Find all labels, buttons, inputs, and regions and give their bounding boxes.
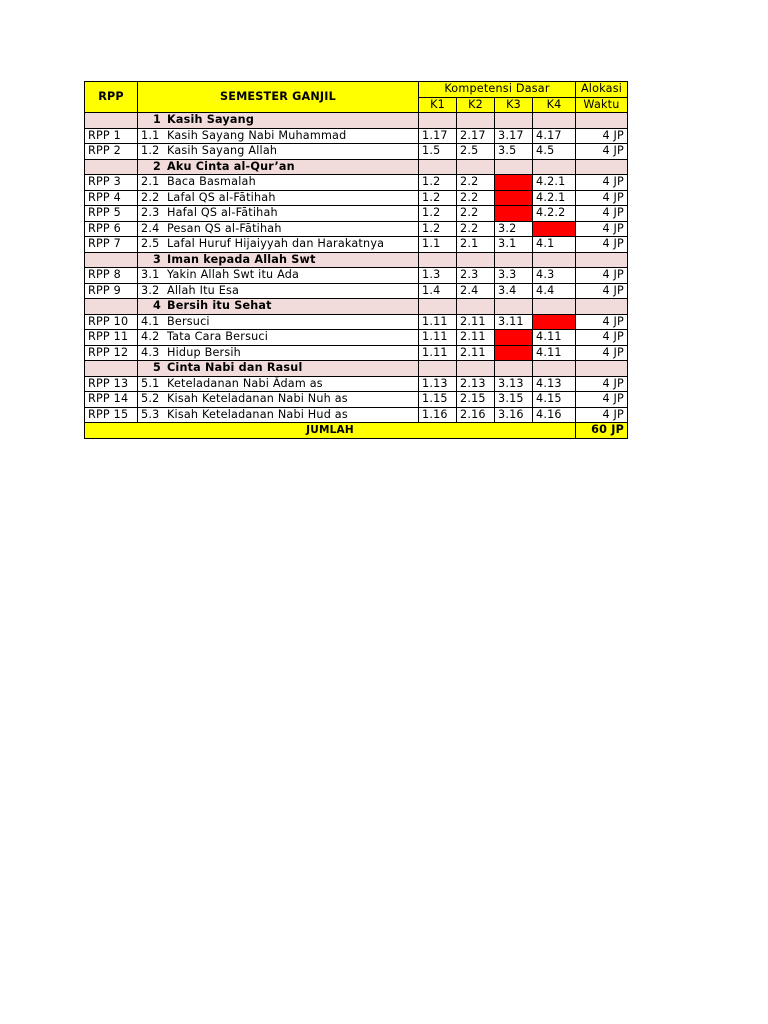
waktu-header: Waktu — [576, 97, 628, 113]
topic-number: 5.2 — [141, 392, 160, 406]
section-empty-cell — [419, 252, 457, 268]
jp-cell: 4 JP — [576, 190, 628, 206]
k3-cell: 3.5 — [495, 144, 533, 160]
jp-cell: 4 JP — [576, 283, 628, 299]
topic-title: Kisah Keteladanan Nabi Nuh as — [167, 392, 348, 406]
jp-cell: 4 JP — [576, 237, 628, 253]
table-row — [85, 128, 628, 144]
topic-cell — [138, 237, 419, 253]
topic-cell — [138, 144, 419, 160]
k4-cell: 4.2.1 — [533, 190, 576, 206]
table-row — [85, 392, 628, 408]
k2-cell: 2.2 — [457, 190, 495, 206]
k4-cell — [533, 314, 576, 330]
section-empty-cell — [419, 299, 457, 315]
k1-cell: 1.2 — [419, 221, 457, 237]
table-row — [85, 206, 628, 222]
section-empty-cell — [419, 159, 457, 175]
section-title-cell — [138, 361, 419, 377]
k1-cell: 1.2 — [419, 175, 457, 191]
table-row — [85, 345, 628, 361]
k4-cell: 4.1 — [533, 237, 576, 253]
jp-cell: 4 JP — [576, 376, 628, 392]
jp-cell: 4 JP — [576, 392, 628, 408]
rpp-cell: RPP 1 — [85, 128, 138, 144]
jp-cell: 4 JP — [576, 268, 628, 284]
rpp-cell: RPP 11 — [85, 330, 138, 346]
topic-number: 3.1 — [141, 268, 160, 282]
rpp-header: RPP — [85, 82, 138, 113]
section-number: 1 — [153, 113, 161, 127]
topic-cell — [138, 330, 419, 346]
section-number: 5 — [153, 361, 161, 375]
topic-cell — [138, 128, 419, 144]
header-row — [85, 82, 628, 98]
k1-cell: 1.4 — [419, 283, 457, 299]
k4-cell: 4.2.1 — [533, 175, 576, 191]
semester-header: SEMESTER GANJIL — [138, 82, 419, 113]
rpp-cell: RPP 7 — [85, 237, 138, 253]
topic-title: Keteladanan Nabi Ādam as — [167, 376, 323, 390]
k3-header: K3 — [495, 97, 533, 113]
topic-title: Hidup Bersih — [167, 345, 241, 359]
jp-cell: 4 JP — [576, 330, 628, 346]
rpp-table — [84, 81, 628, 439]
topic-title: Kisah Keteladanan Nabi Hud as — [167, 407, 348, 421]
total-label: JUMLAH — [85, 423, 576, 439]
section-empty-cell — [457, 361, 495, 377]
k3-cell: 3.3 — [495, 268, 533, 284]
k1-cell: 1.1 — [419, 237, 457, 253]
k4-cell: 4.3 — [533, 268, 576, 284]
k1-cell: 1.11 — [419, 314, 457, 330]
k2-cell: 2.2 — [457, 175, 495, 191]
table-row — [85, 407, 628, 423]
section-empty-cell — [457, 252, 495, 268]
k1-cell: 1.15 — [419, 392, 457, 408]
jp-cell: 4 JP — [576, 206, 628, 222]
topic-number: 2.4 — [141, 221, 160, 235]
table-row — [85, 314, 628, 330]
k2-cell: 2.11 — [457, 345, 495, 361]
k2-cell: 2.5 — [457, 144, 495, 160]
section-row — [85, 361, 628, 377]
topic-number: 1.2 — [141, 144, 160, 158]
rpp-cell: RPP 8 — [85, 268, 138, 284]
jp-cell: 4 JP — [576, 314, 628, 330]
k2-cell: 2.1 — [457, 237, 495, 253]
k1-cell: 1.13 — [419, 376, 457, 392]
topic-number: 2.1 — [141, 175, 160, 189]
topic-title: Baca Basmalah — [167, 175, 256, 189]
section-empty-cell — [495, 361, 533, 377]
k1-header: K1 — [419, 97, 457, 113]
topic-number: 1.1 — [141, 128, 160, 142]
section-rpp-cell — [85, 361, 138, 377]
rpp-cell: RPP 3 — [85, 175, 138, 191]
k1-cell: 1.2 — [419, 190, 457, 206]
topic-title: Pesan QS al-Fātihah — [167, 221, 282, 235]
section-rpp-cell — [85, 159, 138, 175]
topic-cell — [138, 175, 419, 191]
jp-cell: 4 JP — [576, 221, 628, 237]
topic-number: 3.2 — [141, 283, 160, 297]
k2-cell: 2.11 — [457, 330, 495, 346]
k3-cell — [495, 206, 533, 222]
section-title: Aku Cinta al-Qur’an — [167, 159, 295, 173]
section-title: Iman kepada Allah Swt — [167, 252, 316, 266]
section-empty-cell — [576, 361, 628, 377]
section-empty-cell — [576, 252, 628, 268]
k1-cell: 1.11 — [419, 330, 457, 346]
topic-cell — [138, 190, 419, 206]
table-row — [85, 144, 628, 160]
k3-cell — [495, 330, 533, 346]
k4-header: K4 — [533, 97, 576, 113]
section-row — [85, 113, 628, 129]
rpp-cell: RPP 9 — [85, 283, 138, 299]
section-row — [85, 252, 628, 268]
section-number: 4 — [153, 299, 161, 313]
section-row — [85, 299, 628, 315]
k1-cell: 1.5 — [419, 144, 457, 160]
topic-title: Hafal QS al-Fātihah — [167, 206, 278, 220]
section-rpp-cell — [85, 252, 138, 268]
section-empty-cell — [495, 159, 533, 175]
k3-cell — [495, 190, 533, 206]
topic-cell — [138, 314, 419, 330]
section-rpp-cell — [85, 299, 138, 315]
k2-cell: 2.16 — [457, 407, 495, 423]
section-title: Bersih itu Sehat — [167, 299, 272, 313]
topic-title: Yakin Allah Swt itu Ada — [167, 268, 300, 282]
section-empty-cell — [495, 113, 533, 129]
topic-number: 2.5 — [141, 237, 160, 251]
section-empty-cell — [576, 113, 628, 129]
jp-cell: 4 JP — [576, 175, 628, 191]
table-row — [85, 330, 628, 346]
k3-cell: 3.15 — [495, 392, 533, 408]
section-title-cell — [138, 113, 419, 129]
topic-number: 5.1 — [141, 376, 160, 390]
table-row — [85, 190, 628, 206]
table-row — [85, 376, 628, 392]
k4-cell: 4.15 — [533, 392, 576, 408]
k4-cell: 4.4 — [533, 283, 576, 299]
k4-cell: 4.17 — [533, 128, 576, 144]
section-title-cell — [138, 159, 419, 175]
section-empty-cell — [457, 159, 495, 175]
kompetensi-header: Kompetensi Dasar — [419, 82, 576, 98]
k1-cell: 1.3 — [419, 268, 457, 284]
section-row — [85, 159, 628, 175]
topic-cell — [138, 268, 419, 284]
topic-title: Allah Itu Esa — [167, 283, 240, 297]
k2-cell: 2.2 — [457, 221, 495, 237]
topic-cell — [138, 283, 419, 299]
jp-cell: 4 JP — [576, 144, 628, 160]
k4-cell: 4.11 — [533, 345, 576, 361]
topic-title: Lafal QS al-Fātihah — [167, 190, 276, 204]
rpp-cell: RPP 6 — [85, 221, 138, 237]
k3-cell: 3.16 — [495, 407, 533, 423]
k3-cell: 3.17 — [495, 128, 533, 144]
k4-cell: 4.5 — [533, 144, 576, 160]
rpp-cell: RPP 5 — [85, 206, 138, 222]
k1-cell: 1.17 — [419, 128, 457, 144]
rpp-cell: RPP 15 — [85, 407, 138, 423]
total-row — [85, 423, 628, 439]
topic-title: Bersuci — [167, 314, 210, 328]
topic-number: 2.3 — [141, 206, 160, 220]
table-row — [85, 268, 628, 284]
section-empty-cell — [533, 361, 576, 377]
section-title: Kasih Sayang — [167, 113, 255, 127]
jp-cell: 4 JP — [576, 407, 628, 423]
topic-title: Kasih Sayang Allah — [167, 144, 278, 158]
k2-cell: 2.3 — [457, 268, 495, 284]
section-empty-cell — [419, 361, 457, 377]
k1-cell: 1.2 — [419, 206, 457, 222]
rpp-cell: RPP 4 — [85, 190, 138, 206]
rpp-cell: RPP 13 — [85, 376, 138, 392]
topic-title: Kasih Sayang Nabi Muhammad — [167, 128, 347, 142]
k4-cell: 4.2.2 — [533, 206, 576, 222]
section-empty-cell — [457, 113, 495, 129]
jp-cell: 4 JP — [576, 345, 628, 361]
k2-cell: 2.17 — [457, 128, 495, 144]
jp-cell: 4 JP — [576, 128, 628, 144]
k2-header: K2 — [457, 97, 495, 113]
section-rpp-cell — [85, 113, 138, 129]
topic-cell — [138, 221, 419, 237]
table-row — [85, 237, 628, 253]
section-empty-cell — [495, 299, 533, 315]
section-title: Cinta Nabi dan Rasul — [167, 361, 303, 375]
topic-title: Tata Cara Bersuci — [167, 330, 269, 344]
section-empty-cell — [533, 159, 576, 175]
k3-cell: 3.4 — [495, 283, 533, 299]
k3-cell — [495, 175, 533, 191]
section-title-cell — [138, 299, 419, 315]
table-row — [85, 221, 628, 237]
k4-cell: 4.11 — [533, 330, 576, 346]
k3-cell: 3.2 — [495, 221, 533, 237]
rpp-cell: RPP 14 — [85, 392, 138, 408]
k2-cell: 2.15 — [457, 392, 495, 408]
section-empty-cell — [533, 299, 576, 315]
k1-cell: 1.11 — [419, 345, 457, 361]
topic-number: 4.2 — [141, 330, 160, 344]
rpp-cell: RPP 12 — [85, 345, 138, 361]
topic-number: 4.3 — [141, 345, 160, 359]
section-empty-cell — [419, 113, 457, 129]
topic-title: Lafal Huruf Hijaiyyah dan Harakatnya — [167, 237, 385, 251]
k3-cell: 3.13 — [495, 376, 533, 392]
section-number: 3 — [153, 252, 161, 266]
total-value: 60 JP — [576, 423, 628, 439]
section-empty-cell — [457, 299, 495, 315]
section-empty-cell — [576, 159, 628, 175]
topic-cell — [138, 376, 419, 392]
k4-cell: 4.16 — [533, 407, 576, 423]
table-row — [85, 175, 628, 191]
topic-number: 2.2 — [141, 190, 160, 204]
k2-cell: 2.11 — [457, 314, 495, 330]
k1-cell: 1.16 — [419, 407, 457, 423]
topic-cell — [138, 407, 419, 423]
topic-cell — [138, 345, 419, 361]
section-empty-cell — [533, 252, 576, 268]
k3-cell — [495, 345, 533, 361]
k3-cell: 3.11 — [495, 314, 533, 330]
rpp-cell: RPP 2 — [85, 144, 138, 160]
k2-cell: 2.13 — [457, 376, 495, 392]
k2-cell: 2.4 — [457, 283, 495, 299]
section-empty-cell — [533, 113, 576, 129]
topic-cell — [138, 206, 419, 222]
section-empty-cell — [495, 252, 533, 268]
alokasi-header: Alokasi — [576, 82, 628, 98]
k3-cell: 3.1 — [495, 237, 533, 253]
rpp-cell: RPP 10 — [85, 314, 138, 330]
k4-cell: 4.13 — [533, 376, 576, 392]
section-number: 2 — [153, 159, 161, 173]
topic-number: 4.1 — [141, 314, 160, 328]
k2-cell: 2.2 — [457, 206, 495, 222]
section-title-cell — [138, 252, 419, 268]
section-empty-cell — [576, 299, 628, 315]
k4-cell — [533, 221, 576, 237]
table-row — [85, 283, 628, 299]
topic-cell — [138, 392, 419, 408]
topic-number: 5.3 — [141, 407, 160, 421]
